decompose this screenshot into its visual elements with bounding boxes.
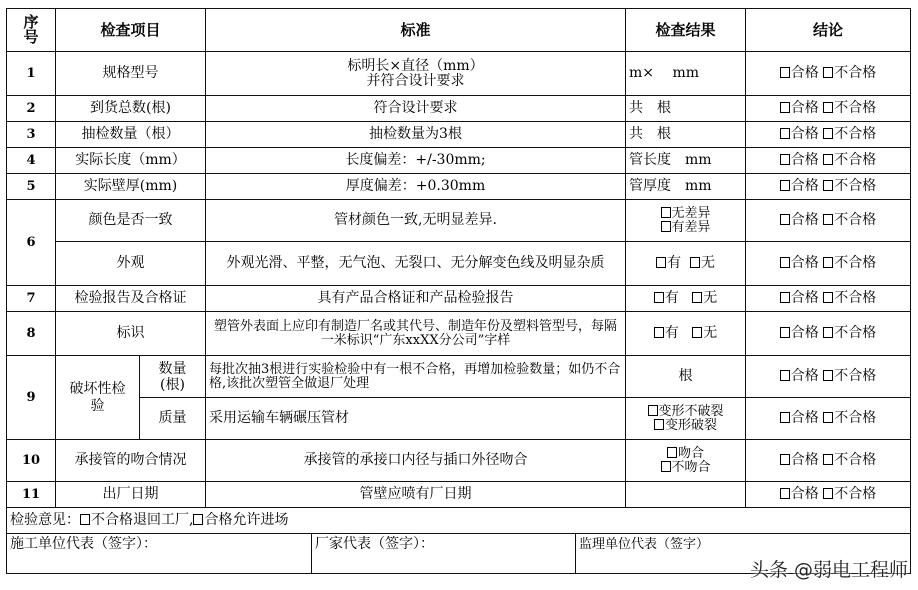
pass-checkbox[interactable] bbox=[780, 128, 790, 139]
standard-line: 标明长×直径（mm） bbox=[347, 57, 484, 74]
header-seq: 序号 bbox=[7, 9, 56, 52]
row-item: 实际壁厚(mm) bbox=[56, 174, 206, 200]
row-item: 检验报告及合格证 bbox=[56, 286, 206, 312]
pass-checkbox[interactable] bbox=[780, 214, 790, 225]
option-label: 有差异 bbox=[671, 219, 711, 235]
row-standard: 塑管外表面上应印有制造厂名或其代号、制造年份及塑料管型号，每隔一米标识“广东xxXX分公司”字样 bbox=[206, 312, 626, 356]
row-item: 抽检数量（根） bbox=[56, 122, 206, 148]
table-row bbox=[7, 356, 911, 398]
header-row bbox=[7, 9, 911, 52]
match-checkbox[interactable] bbox=[667, 447, 677, 458]
table-row bbox=[7, 398, 911, 440]
fail-label: 不合格 bbox=[834, 126, 877, 142]
fail-label: 不合格 bbox=[834, 178, 877, 194]
row-group: 破坏性检验 bbox=[56, 356, 140, 440]
option-label: 有 bbox=[667, 255, 682, 271]
row-number: 3 bbox=[7, 122, 56, 148]
row-sub-item: 质量 bbox=[140, 398, 206, 440]
row-standard: 抽检数量为3根 bbox=[206, 122, 626, 148]
row-conclusion bbox=[746, 174, 911, 200]
row-conclusion bbox=[746, 482, 911, 508]
construction-signature[interactable]: 施工单位代表（签字）： bbox=[7, 533, 312, 573]
row-conclusion bbox=[746, 200, 911, 242]
fail-label: 不合格 bbox=[834, 410, 877, 426]
pass-checkbox[interactable] bbox=[780, 257, 790, 268]
pass-checkbox[interactable] bbox=[780, 67, 790, 78]
row-sub-item: 数量(根) bbox=[140, 356, 206, 398]
fail-checkbox[interactable] bbox=[823, 257, 833, 268]
option-label: 无差异 bbox=[671, 205, 711, 221]
fail-checkbox[interactable] bbox=[823, 214, 833, 225]
pass-checkbox[interactable] bbox=[780, 370, 790, 381]
pass-checkbox[interactable] bbox=[780, 102, 790, 113]
fail-checkbox[interactable] bbox=[823, 488, 833, 499]
opinion-prefix: 检验意见： bbox=[10, 512, 80, 528]
row-result bbox=[626, 200, 746, 242]
row-conclusion bbox=[746, 96, 911, 122]
pass-label: 合格 bbox=[790, 290, 819, 306]
pass-label: 合格 bbox=[790, 486, 819, 502]
row-item: 承接管的吻合情况 bbox=[56, 440, 206, 482]
option-label: 无 bbox=[703, 290, 718, 306]
no-difference-checkbox[interactable] bbox=[661, 207, 671, 218]
option-label: 无 bbox=[703, 325, 718, 341]
row-result: m× mm bbox=[626, 52, 746, 96]
header-result: 检查结果 bbox=[626, 9, 746, 52]
pass-label: 合格 bbox=[790, 126, 819, 142]
row-item: 外观 bbox=[56, 242, 206, 286]
option-label: 有 bbox=[664, 325, 679, 341]
fail-checkbox[interactable] bbox=[823, 454, 833, 465]
option-label: 不吻合 bbox=[671, 459, 711, 475]
row-number: 9 bbox=[7, 356, 56, 440]
pass-label: 合格 bbox=[790, 368, 819, 384]
pass-label: 合格 bbox=[790, 212, 819, 228]
row-number: 6 bbox=[7, 200, 56, 286]
inspection-form bbox=[6, 8, 910, 574]
row-result: 管长度 mm bbox=[626, 148, 746, 174]
pass-checkbox[interactable] bbox=[780, 454, 790, 465]
pass-label: 合格 bbox=[790, 325, 819, 341]
row-number: 11 bbox=[7, 482, 56, 508]
pass-label: 合格 bbox=[790, 410, 819, 426]
pass-checkbox[interactable] bbox=[780, 488, 790, 499]
standard-line: 并符合设计要求 bbox=[366, 72, 465, 89]
opinion-option: 不合格退回工厂, bbox=[91, 512, 194, 528]
no-checkbox[interactable] bbox=[692, 327, 702, 338]
fail-label: 不合格 bbox=[834, 452, 877, 468]
row-conclusion bbox=[746, 148, 911, 174]
table-row bbox=[7, 200, 911, 242]
row-conclusion bbox=[746, 242, 911, 286]
pass-checkbox[interactable] bbox=[780, 327, 790, 338]
row-standard: 承接管的承接口内径与插口外径吻合 bbox=[206, 440, 626, 482]
yes-checkbox[interactable] bbox=[654, 292, 664, 303]
row-result: 根 bbox=[626, 356, 746, 398]
table-row bbox=[7, 312, 911, 356]
row-result bbox=[626, 398, 746, 440]
table-row bbox=[7, 174, 911, 200]
pass-label: 合格 bbox=[790, 65, 819, 81]
row-result: 共 根 bbox=[626, 122, 746, 148]
no-match-checkbox[interactable] bbox=[661, 461, 671, 472]
row-item: 颜色是否一致 bbox=[56, 200, 206, 242]
fail-label: 不合格 bbox=[834, 255, 877, 271]
manufacturer-signature[interactable]: 厂家代表（签字）： bbox=[312, 533, 576, 573]
row-conclusion bbox=[746, 122, 911, 148]
reject-checkbox[interactable] bbox=[80, 514, 90, 525]
row-standard: 厚度偏差：+0.30mm bbox=[206, 174, 626, 200]
fail-checkbox[interactable] bbox=[823, 128, 833, 139]
deform-broken-checkbox[interactable] bbox=[654, 419, 664, 430]
row-result bbox=[626, 312, 746, 356]
row-item: 规格型号 bbox=[56, 52, 206, 96]
header-standard: 标准 bbox=[206, 9, 626, 52]
row-standard: 每批次抽3根进行实验检验中有一根不合格，再增加检验数量；如仍不合格,该批次塑管全做退厂处理 bbox=[206, 356, 626, 398]
opinion-option: 合格允许进场 bbox=[204, 512, 289, 528]
row-number: 2 bbox=[7, 96, 56, 122]
fail-checkbox[interactable] bbox=[823, 370, 833, 381]
row-result bbox=[626, 242, 746, 286]
accept-checkbox[interactable] bbox=[193, 514, 203, 525]
pass-label: 合格 bbox=[790, 100, 819, 116]
no-checkbox[interactable] bbox=[690, 257, 700, 268]
inspection-table bbox=[6, 8, 911, 534]
row-result: 共 根 bbox=[626, 96, 746, 122]
fail-label: 不合格 bbox=[834, 486, 877, 502]
row-result[interactable] bbox=[626, 482, 746, 508]
opinion-row bbox=[7, 508, 911, 534]
supervision-signature[interactable]: 监理单位代表（签字） bbox=[576, 533, 911, 573]
fail-label: 不合格 bbox=[834, 152, 877, 168]
row-standard: 管壁应喷有厂日期 bbox=[206, 482, 626, 508]
row-standard: 具有产品合格证和产品检验报告 bbox=[206, 286, 626, 312]
row-result: 管厚度 mm bbox=[626, 174, 746, 200]
table-row bbox=[7, 482, 911, 508]
row-item: 出厂日期 bbox=[56, 482, 206, 508]
table-row bbox=[7, 52, 911, 96]
no-checkbox[interactable] bbox=[692, 292, 702, 303]
row-result bbox=[626, 286, 746, 312]
fail-checkbox[interactable] bbox=[823, 180, 833, 191]
fail-label: 不合格 bbox=[834, 368, 877, 384]
pass-checkbox[interactable] bbox=[780, 154, 790, 165]
fail-label: 不合格 bbox=[834, 100, 877, 116]
row-number: 7 bbox=[7, 286, 56, 312]
watermark: 头条 @弱电工程师 bbox=[749, 559, 908, 581]
option-label: 变形不破裂 bbox=[658, 403, 724, 419]
fail-checkbox[interactable] bbox=[823, 67, 833, 78]
row-conclusion bbox=[746, 398, 911, 440]
row-conclusion bbox=[746, 356, 911, 398]
row-standard bbox=[206, 52, 626, 96]
table-row bbox=[7, 242, 911, 286]
yes-checkbox[interactable] bbox=[656, 257, 666, 268]
option-label: 变形破裂 bbox=[665, 417, 718, 433]
pass-checkbox[interactable] bbox=[780, 412, 790, 423]
row-item: 到货总数(根) bbox=[56, 96, 206, 122]
row-standard: 采用运输车辆碾压管材 bbox=[206, 398, 626, 440]
row-conclusion bbox=[746, 52, 911, 96]
fail-label: 不合格 bbox=[834, 325, 877, 341]
pass-checkbox[interactable] bbox=[780, 180, 790, 191]
row-standard: 外观光滑、平整，无气泡、无裂口、无分解变色线及明显杂质 bbox=[206, 242, 626, 286]
fail-checkbox[interactable] bbox=[823, 102, 833, 113]
header-conclusion: 结论 bbox=[746, 9, 911, 52]
row-item: 标识 bbox=[56, 312, 206, 356]
table-row bbox=[7, 96, 911, 122]
option-label: 吻合 bbox=[678, 445, 705, 461]
deform-not-broken-checkbox[interactable] bbox=[648, 405, 658, 416]
row-standard: 符合设计要求 bbox=[206, 96, 626, 122]
row-number: 4 bbox=[7, 148, 56, 174]
fail-checkbox[interactable] bbox=[823, 412, 833, 423]
row-number: 1 bbox=[7, 52, 56, 96]
fail-checkbox[interactable] bbox=[823, 292, 833, 303]
table-row bbox=[7, 286, 911, 312]
row-standard: 长度偏差：+/-30mm; bbox=[206, 148, 626, 174]
pass-label: 合格 bbox=[790, 255, 819, 271]
has-difference-checkbox[interactable] bbox=[661, 221, 671, 232]
fail-label: 不合格 bbox=[834, 290, 877, 306]
option-label: 无 bbox=[700, 255, 715, 271]
row-number: 5 bbox=[7, 174, 56, 200]
table-row bbox=[7, 148, 911, 174]
row-conclusion bbox=[746, 440, 911, 482]
row-conclusion bbox=[746, 312, 911, 356]
pass-label: 合格 bbox=[790, 152, 819, 168]
row-result bbox=[626, 440, 746, 482]
table-row bbox=[7, 440, 911, 482]
header-item: 检查项目 bbox=[56, 9, 206, 52]
option-label: 有 bbox=[664, 290, 679, 306]
fail-checkbox[interactable] bbox=[823, 327, 833, 338]
pass-checkbox[interactable] bbox=[780, 292, 790, 303]
table-row bbox=[7, 122, 911, 148]
pass-label: 合格 bbox=[790, 178, 819, 194]
row-number: 8 bbox=[7, 312, 56, 356]
pass-label: 合格 bbox=[790, 452, 819, 468]
fail-checkbox[interactable] bbox=[823, 154, 833, 165]
row-conclusion bbox=[746, 286, 911, 312]
yes-checkbox[interactable] bbox=[654, 327, 664, 338]
fail-label: 不合格 bbox=[834, 65, 877, 81]
row-item: 实际长度（mm） bbox=[56, 148, 206, 174]
inspection-opinion bbox=[7, 508, 911, 534]
fail-label: 不合格 bbox=[834, 212, 877, 228]
row-number: 10 bbox=[7, 440, 56, 482]
row-standard: 管材颜色一致,无明显差异. bbox=[206, 200, 626, 242]
